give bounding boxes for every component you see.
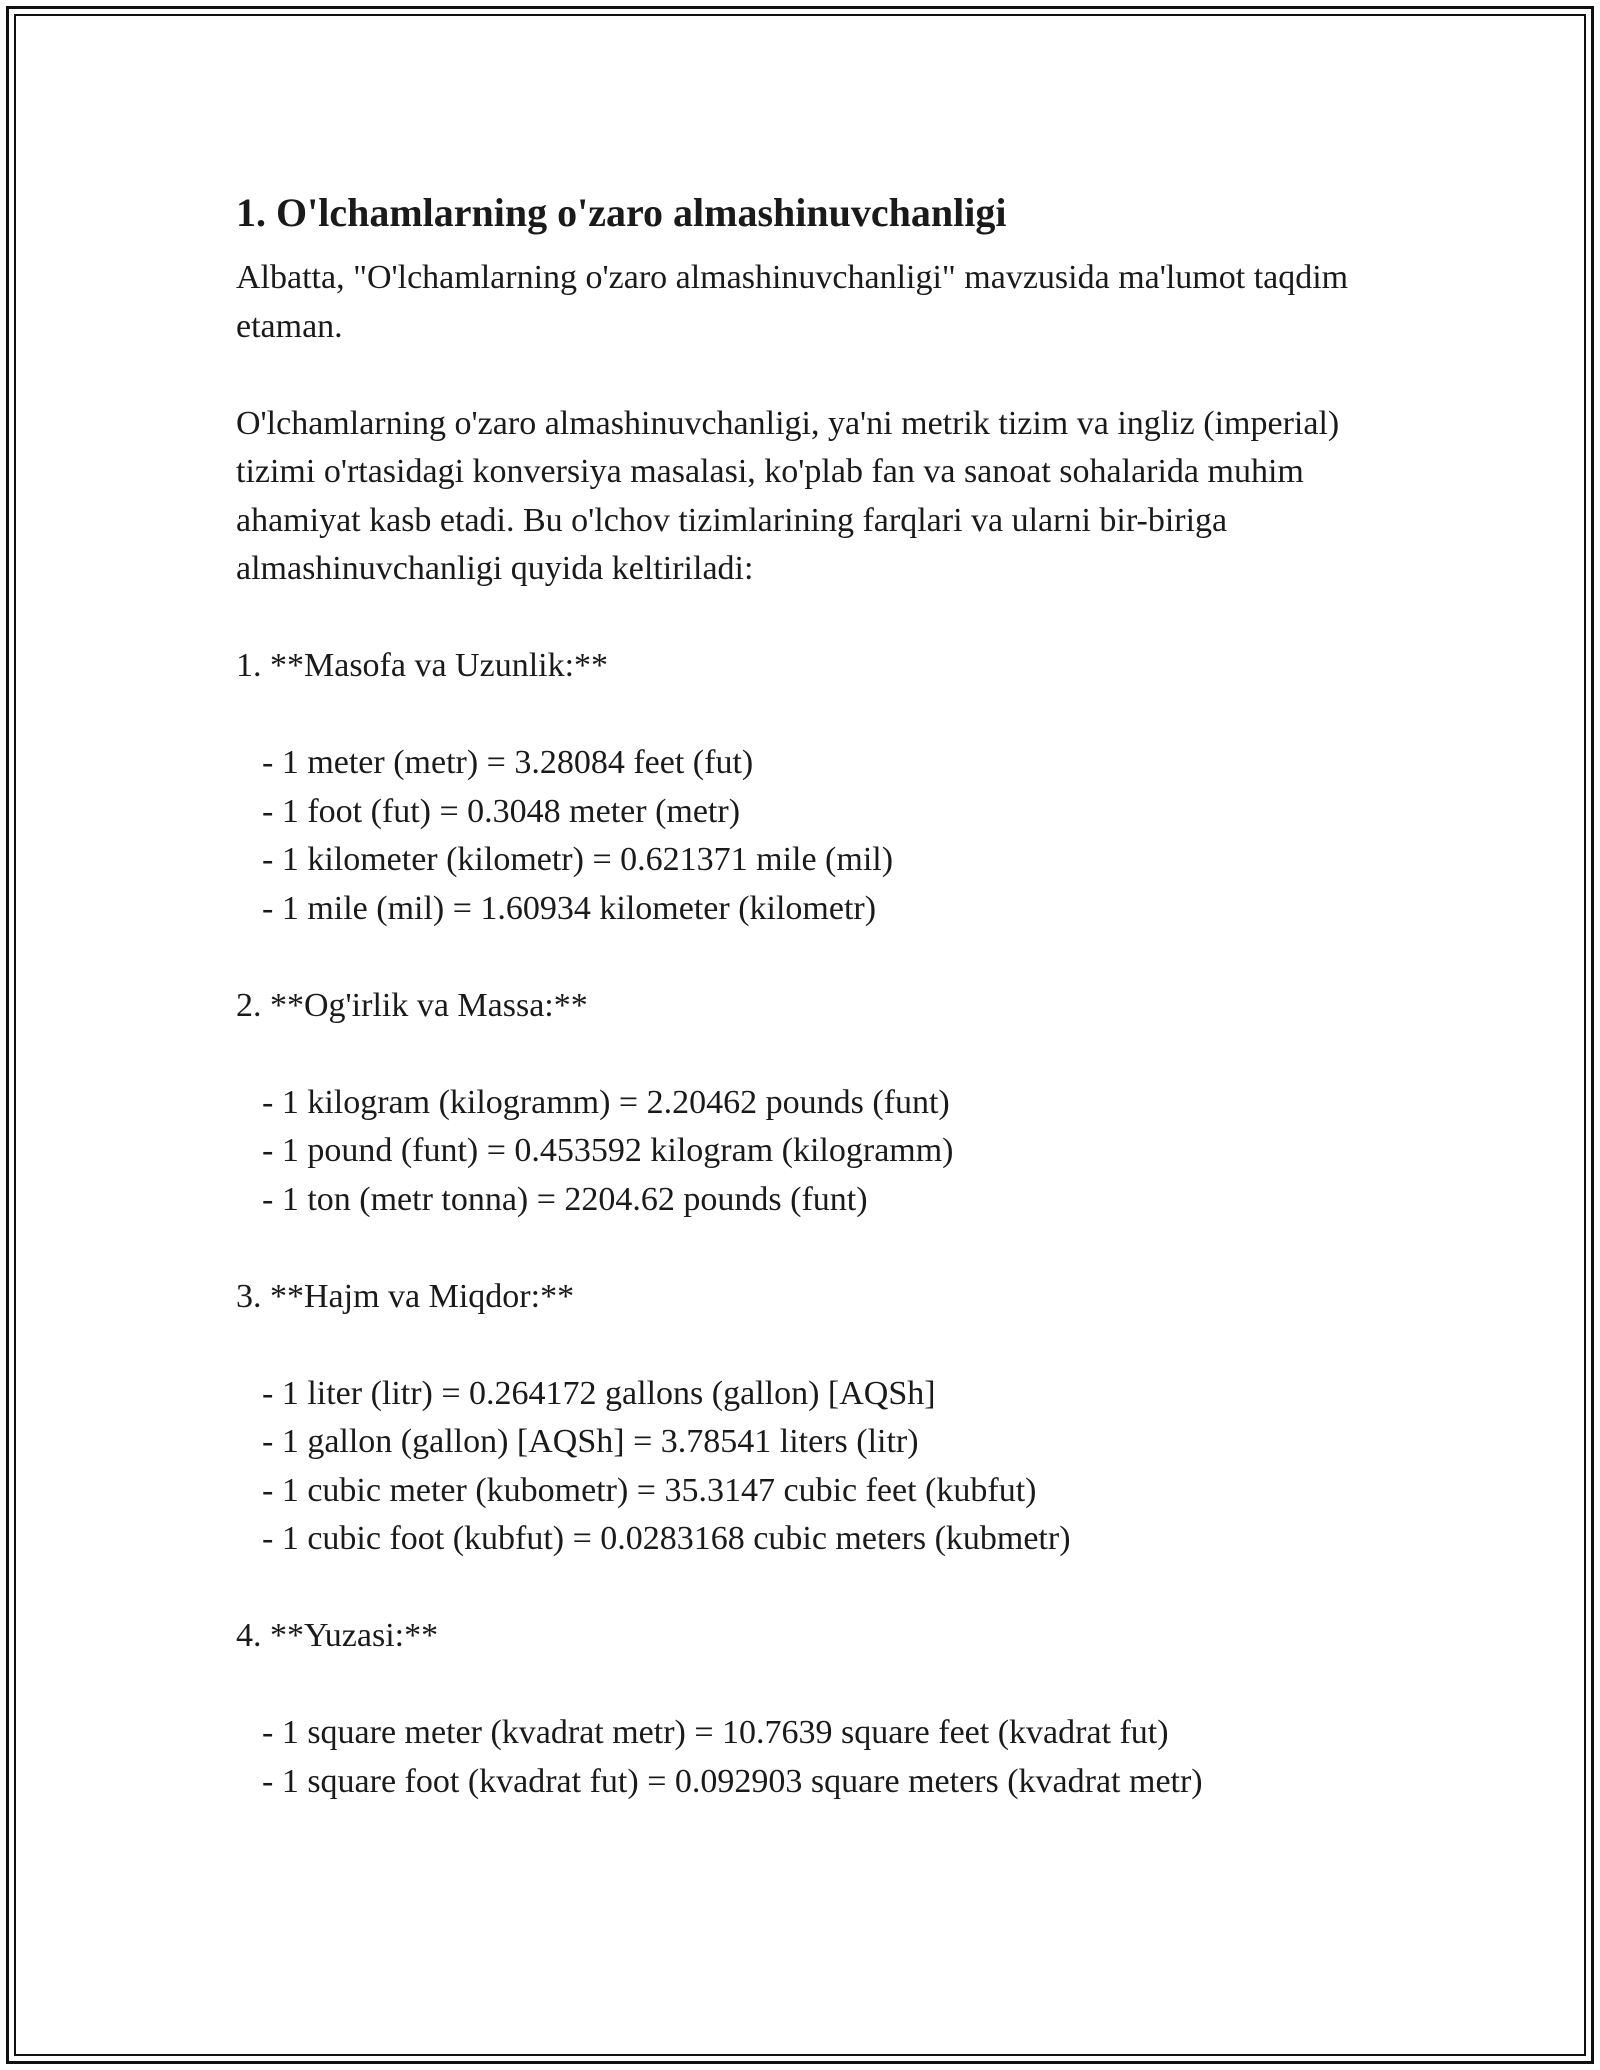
section-volume [236,1273,1386,1564]
conversion-item: - 1 cubic foot (kubfut) = 0.0283168 cubic meters (kubmetr) [262,1520,1071,1557]
section-heading: 4. **Yuzasi:** [236,1617,439,1654]
conversion-item: - 1 kilogram (kilogramm) = 2.20462 pounds (funt) [262,1083,950,1121]
conversion-list [236,1079,1386,1225]
section-heading: 3. **Hajm va Miqdor:** [236,1277,575,1315]
conversion-item: - 1 meter (metr) = 3.28084 feet (fut) [262,744,754,781]
section-heading: 1. **Masofa va Uzunlik:** [236,647,609,684]
conversion-item: - 1 square meter (kvadrat metr) = 10.7639 square feet (kvadrat fut) [262,1714,1169,1751]
main-paragraph: O'lchamlarning o'zaro almashinuvchanligi, ya'ni metrik tizim va ingliz (imperial) tizimi o'rtasidagi konversiya masalasi, ko'plab fan va sanoat sohalarida muhim ahamiyat kasb etadi. Bu o'lchov tizimlarining farqlari va ularni bir-biriga almashinuvchanligi quyida keltiriladi: [236,404,1340,587]
conversion-list [236,739,1386,933]
section-weight [236,982,1386,1225]
conversion-list [236,1709,1386,1806]
section-distance [236,642,1386,933]
conversion-item: - 1 liter (litr) = 0.264172 gallons (gallon) [AQSh] [262,1374,936,1412]
conversion-item: - 1 ton (metr tonna) = 2204.62 pounds (funt) [262,1180,868,1218]
conversion-item: - 1 square foot (kvadrat fut) = 0.092903 square meters (kvadrat metr) [262,1762,1203,1800]
document-body [236,186,1386,1855]
document-title: 1. O'lchamlarning o'zaro almashinuvchanligi [236,190,1007,235]
conversion-item: - 1 foot (fut) = 0.3048 meter (metr) [262,792,741,830]
conversion-item: - 1 gallon (gallon) [AQSh] = 3.78541 liters (litr) [262,1423,919,1460]
conversion-item: - 1 mile (mil) = 1.60934 kilometer (kilometr) [262,889,877,927]
conversion-item: - 1 kilometer (kilometr) = 0.621371 mile (mil) [262,841,894,878]
conversion-item: - 1 pound (funt) = 0.453592 kilogram (kilogramm) [262,1132,954,1169]
section-area [236,1612,1386,1806]
intro-paragraph: Albatta, "O'lchamlarning o'zaro almashinuvchanligi" mavzusida ma'lumot taqdim etaman. [236,259,1349,345]
section-heading: 2. **Og'irlik va Massa:** [236,986,588,1024]
conversion-list [236,1370,1386,1564]
conversion-item: - 1 cubic meter (kubometr) = 35.3147 cubic feet (kubfut) [262,1471,1037,1509]
